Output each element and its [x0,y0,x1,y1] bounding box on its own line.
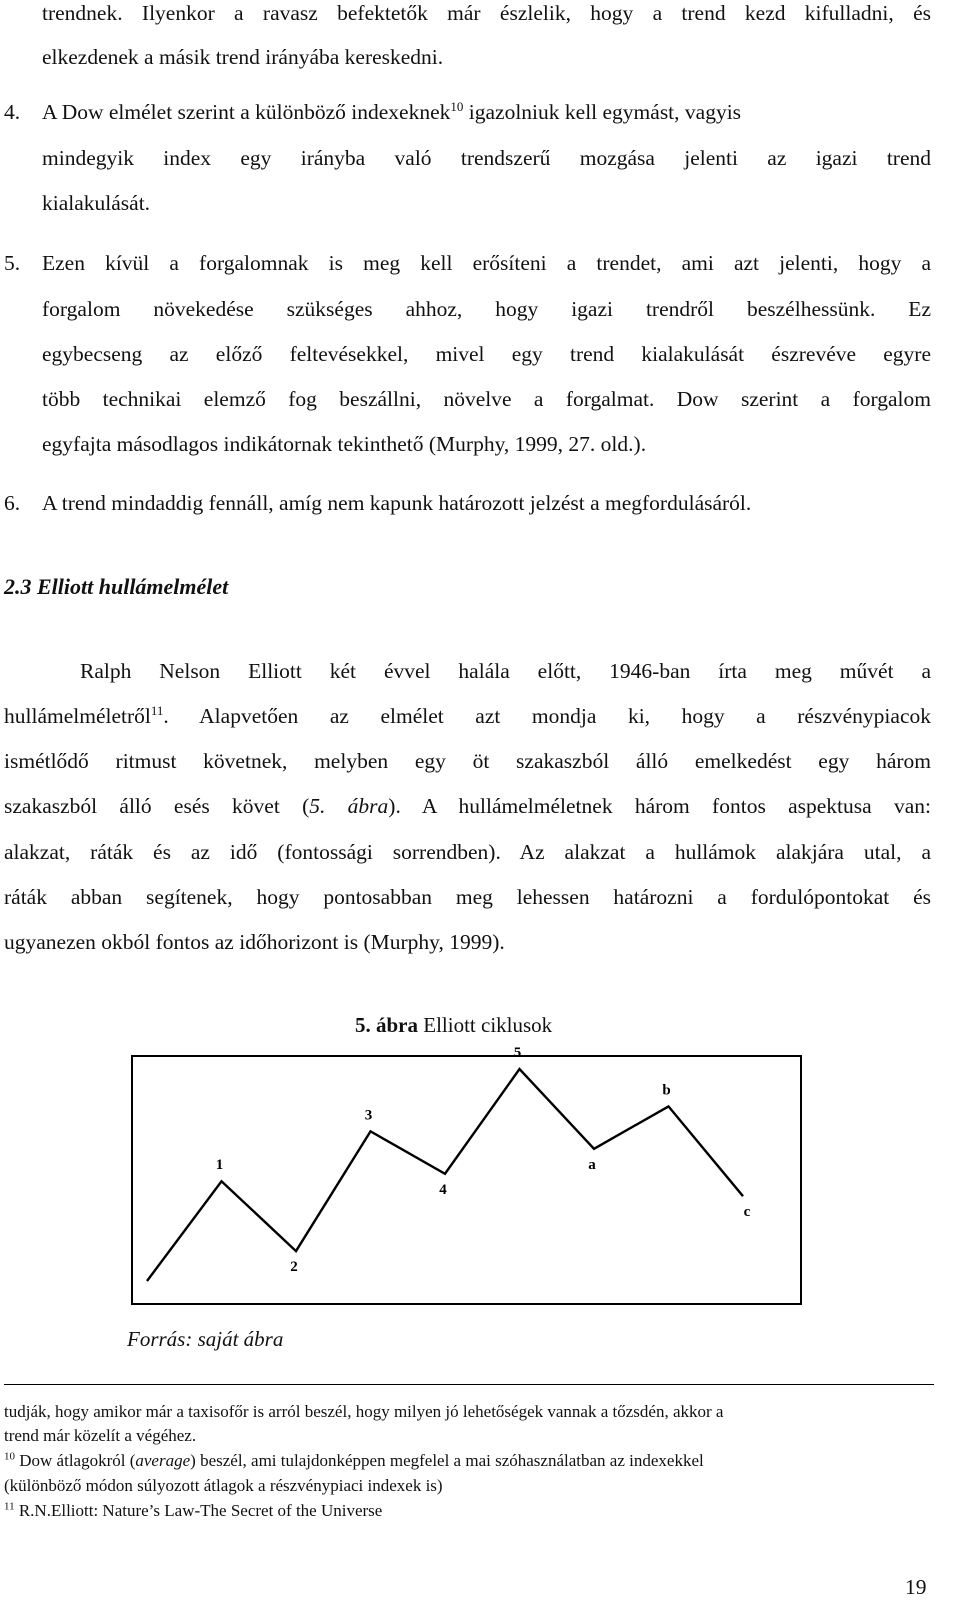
list-item-5 [4,250,931,276]
text-line [4,703,931,729]
text-span: Dow átlagokról ( [15,1451,136,1470]
text-line: trendnek. Ilyenkor a ravasz befektetők már észlelik, hogy a trend kezd kifulladni, és [42,1,931,25]
wave-line [147,1069,743,1281]
text-line: ráták abban segítenek, hogy pontosabban meg lehessen határozni a fordulópontokat és [4,885,931,909]
list-marker: 5. [4,251,21,275]
wave-label-b: b [662,1082,671,1099]
text-line: egybecseng az előző feltevésekkel, mivel egy trend kialakulását észrevéve egyre [42,342,931,366]
wave-label-5: 5 [513,1045,522,1061]
list-item-4 [4,99,931,125]
text-span: hullámelméletről [4,704,151,728]
wave-label-3: 3 [364,1107,373,1124]
text-line: egyfajta másodlagos indikátornak tekinthető (Murphy, 1999, 27. old.). [42,432,647,456]
footnote-rule [4,1384,934,1385]
text-line: ismétlődő ritmust követnek, melyben egy öt szakaszból álló emelkedést egy három [4,749,931,773]
section-heading: 2.3 Elliott hullámelmélet [4,574,229,599]
text-line: forgalom növekedése szükséges ahhoz, hogy igazi trendről beszélhessünk. Ez [42,297,931,321]
wave-label-4: 4 [439,1181,447,1198]
text-span: ) beszél, ami tulajdonképpen megfelel a mai szóhasználatban az indexekkel [190,1451,704,1470]
footnote-continuation: tudják, hogy amikor már a taxisofőr is arról beszél, hogy milyen jó lehetőségek vannak a tőzsdén, akkor a [4,1402,724,1421]
figure-ref: 5. ábra [309,794,389,818]
page-number: 19 [905,1575,927,1599]
text-line [4,793,931,819]
text-line: elkezdenek a másik trend irányába kereskedni. [42,45,444,69]
figure-title: Elliott ciklusok [418,1013,553,1037]
wave-label-c: c [743,1204,751,1221]
text-span: average [135,1451,191,1470]
footnote-ref-11: 11 [150,702,164,718]
text-line: kialakulását. [42,191,151,215]
footnote-10-continuation: (különböző módon súlyozott átlagok a részvénypiaci indexek is) [4,1476,443,1495]
text-span: Ezen kívül a forgalomnak is meg kell erősíteni a trendet, ami azt jelenti, hogy a [42,251,931,275]
footnote-number: 10 [4,1450,15,1463]
text-line: ugyanezen okból fontos az időhorizont is (Murphy, 1999). [4,930,505,954]
text-line: mindegyik index egy irányba való trendszerű mozgása jelenti az igazi trend [42,146,931,170]
footnote-11 [4,1500,382,1521]
text-span: igazolniuk kell egymást, vagyis [463,100,742,124]
footnote-continuation: trend már közelít a végéhez. [4,1426,197,1445]
wave-label-a: a [588,1156,596,1173]
text-span: A trend mindaddig fennáll, amíg nem kapunk határozott jelzést a megfordulásáról. [42,491,752,515]
list-item-6 [4,490,751,516]
footnote-ref-10: 10 [450,98,464,114]
footnote-number: 11 [4,1500,15,1513]
text-span: ). A hullámelméletnek három fontos aspektusa van: [388,794,931,818]
figure-source: Forrás: saját ábra [127,1327,284,1351]
figure-frame [131,1045,802,1305]
wave-label-1: 1 [215,1157,224,1174]
list-marker: 6. [4,491,21,515]
text-span: R.N.Elliott: Nature’s Law-The Secret of the Universe [14,1501,383,1520]
text-line: több technikai elemző fog beszállni, növelve a forgalmat. Dow szerint a forgalom [42,387,931,411]
list-marker: 4. [4,100,21,124]
figure-caption [355,1012,552,1038]
figure-number: 5. ábra [355,1013,418,1037]
wave-labels [216,1045,751,1275]
footnote-10 [4,1450,704,1471]
text-line: Ralph Nelson Elliott két évvel halála előtt, 1946-ban írta meg művét a [80,659,931,683]
wave-label-2: 2 [290,1259,298,1276]
elliott-wave-diagram [133,1045,800,1303]
text-span: A Dow elmélet szerint a különböző indexeknek [42,100,451,124]
text-span: szakaszból álló esés követ ( [4,794,310,818]
text-line: alakzat, ráták és az idő (fontossági sorrendben). Az alakzat a hullámok alakjára utal, a [4,840,931,864]
text-span: . Alapvetően az elmélet azt mondja ki, hogy a részvénypiacok [163,704,931,728]
